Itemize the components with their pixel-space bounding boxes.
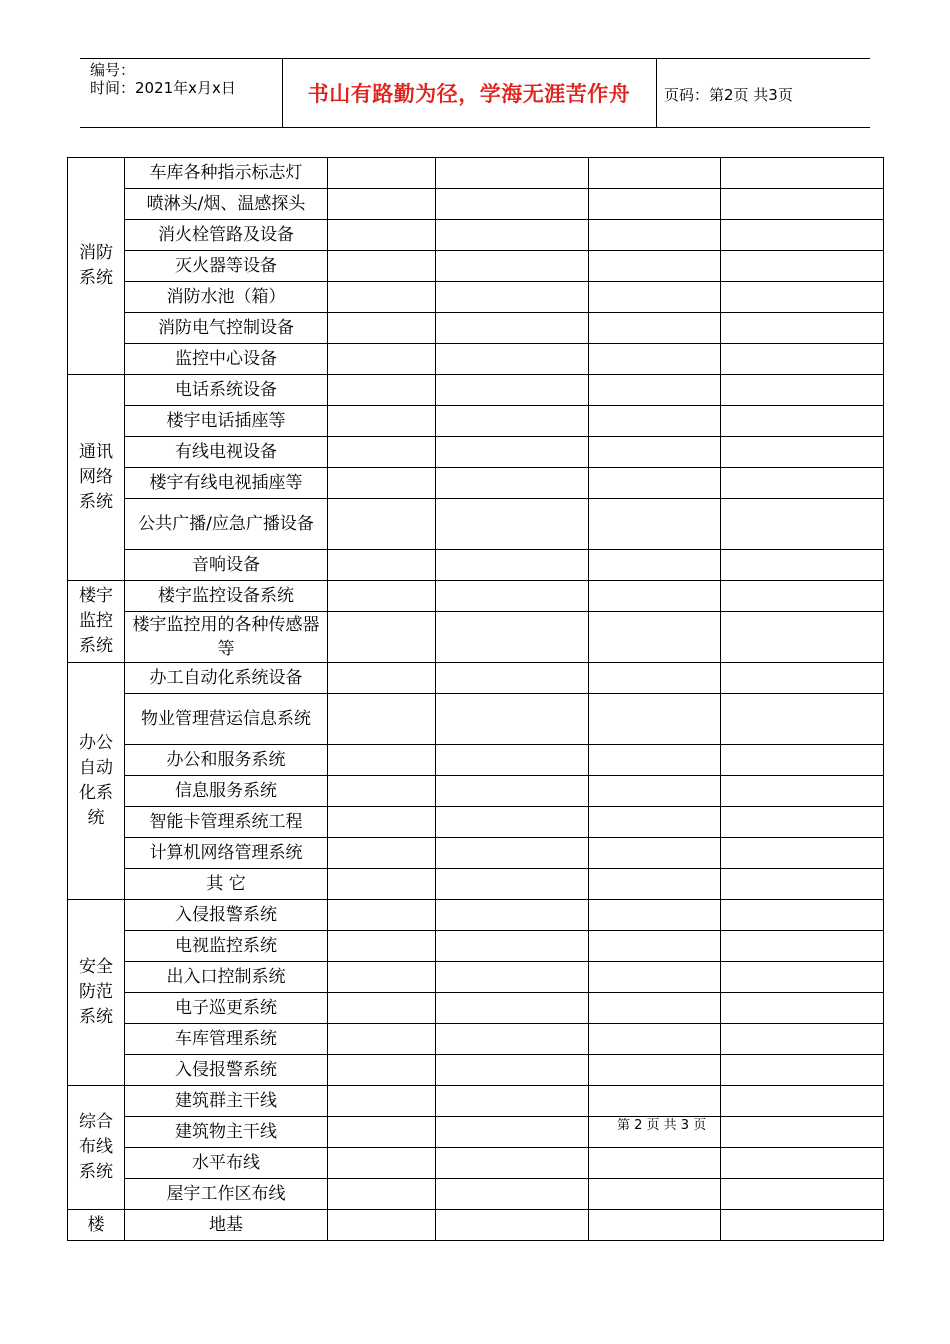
- item-cell: 灭火器等设备: [125, 251, 328, 282]
- table-row: [68, 468, 884, 499]
- empty-cell: [436, 838, 589, 869]
- empty-cell: [721, 993, 884, 1024]
- empty-cell: [436, 375, 589, 406]
- empty-cell: [328, 251, 436, 282]
- empty-cell: [436, 1086, 589, 1117]
- item-cell: 楼宇电话插座等: [125, 406, 328, 437]
- empty-cell: [328, 694, 436, 745]
- item-cell: 车库各种指示标志灯: [125, 158, 328, 189]
- empty-cell: [436, 612, 589, 663]
- empty-cell: [721, 1148, 884, 1179]
- empty-cell: [589, 344, 721, 375]
- empty-cell: [589, 962, 721, 993]
- table-row: [68, 1179, 884, 1210]
- empty-cell: [589, 869, 721, 900]
- empty-cell: [328, 437, 436, 468]
- table-row: [68, 251, 884, 282]
- empty-cell: [328, 220, 436, 251]
- empty-cell: [328, 158, 436, 189]
- empty-cell: [589, 663, 721, 694]
- table-row: [68, 694, 884, 745]
- empty-cell: [721, 1210, 884, 1241]
- empty-cell: [328, 993, 436, 1024]
- empty-cell: [721, 282, 884, 313]
- table-row: [68, 838, 884, 869]
- empty-cell: [589, 1148, 721, 1179]
- item-cell: 电子巡更系统: [125, 993, 328, 1024]
- empty-cell: [721, 158, 884, 189]
- item-cell: 楼宇监控用的各种传感器等: [125, 612, 328, 663]
- empty-cell: [589, 931, 721, 962]
- empty-cell: [721, 1024, 884, 1055]
- empty-cell: [436, 437, 589, 468]
- table-row: [68, 962, 884, 993]
- empty-cell: [328, 931, 436, 962]
- empty-cell: [436, 406, 589, 437]
- empty-cell: [328, 1148, 436, 1179]
- empty-cell: [589, 220, 721, 251]
- empty-cell: [721, 745, 884, 776]
- table-row: [68, 1210, 884, 1241]
- empty-cell: [721, 550, 884, 581]
- doc-time-label: 时间：2021年x月x日: [90, 79, 236, 97]
- empty-cell: [436, 1117, 589, 1148]
- empty-cell: [436, 220, 589, 251]
- item-cell: 消防水池（箱）: [125, 282, 328, 313]
- empty-cell: [328, 663, 436, 694]
- empty-cell: [589, 282, 721, 313]
- empty-cell: [721, 612, 884, 663]
- table-row: [68, 158, 884, 189]
- empty-cell: [328, 807, 436, 838]
- item-cell: 入侵报警系统: [125, 1055, 328, 1086]
- empty-cell: [589, 1024, 721, 1055]
- empty-cell: [721, 1117, 884, 1148]
- table-row: [68, 581, 884, 612]
- empty-cell: [436, 313, 589, 344]
- empty-cell: [589, 1086, 721, 1117]
- empty-cell: [589, 612, 721, 663]
- empty-cell: [436, 931, 589, 962]
- empty-cell: [436, 344, 589, 375]
- empty-cell: [721, 1179, 884, 1210]
- table-row: [68, 282, 884, 313]
- category-label: 综合布线系统: [79, 1112, 113, 1182]
- table-row: [68, 745, 884, 776]
- table-row: [68, 900, 884, 931]
- item-cell: 电话系统设备: [125, 375, 328, 406]
- header-divider: [656, 59, 657, 127]
- empty-cell: [721, 313, 884, 344]
- empty-cell: [721, 344, 884, 375]
- item-cell: 出入口控制系统: [125, 962, 328, 993]
- table-row: [68, 499, 884, 550]
- empty-cell: [328, 838, 436, 869]
- empty-cell: [328, 1055, 436, 1086]
- empty-cell: [589, 776, 721, 807]
- empty-cell: [436, 499, 589, 550]
- empty-cell: [721, 807, 884, 838]
- empty-cell: [589, 745, 721, 776]
- empty-cell: [436, 1210, 589, 1241]
- category-cell: [68, 1086, 125, 1210]
- category-cell: [68, 158, 125, 375]
- item-cell: 建筑群主干线: [125, 1086, 328, 1117]
- empty-cell: [721, 776, 884, 807]
- empty-cell: [721, 220, 884, 251]
- empty-cell: [589, 1179, 721, 1210]
- empty-cell: [721, 663, 884, 694]
- empty-cell: [721, 962, 884, 993]
- empty-cell: [589, 550, 721, 581]
- empty-cell: [436, 189, 589, 220]
- empty-cell: [328, 1210, 436, 1241]
- item-cell: 水平布线: [125, 1148, 328, 1179]
- table-row: [68, 807, 884, 838]
- item-cell: 计算机网络管理系统: [125, 838, 328, 869]
- item-cell: 消火栓管路及设备: [125, 220, 328, 251]
- table-row: [68, 375, 884, 406]
- category-label: 消防系统: [79, 243, 113, 288]
- item-cell: 办工自动化系统设备: [125, 663, 328, 694]
- empty-cell: [328, 900, 436, 931]
- empty-cell: [328, 581, 436, 612]
- empty-cell: [721, 437, 884, 468]
- empty-cell: [328, 189, 436, 220]
- empty-cell: [589, 1055, 721, 1086]
- empty-cell: [721, 251, 884, 282]
- empty-cell: [436, 962, 589, 993]
- empty-cell: [328, 869, 436, 900]
- empty-cell: [721, 694, 884, 745]
- empty-cell: [436, 158, 589, 189]
- item-cell: 屋宇工作区布线: [125, 1179, 328, 1210]
- table-row: [68, 313, 884, 344]
- doc-number-label: 编号：: [90, 61, 136, 79]
- empty-cell: [436, 745, 589, 776]
- table-row: [68, 993, 884, 1024]
- empty-cell: [328, 375, 436, 406]
- empty-cell: [436, 993, 589, 1024]
- category-label: 楼: [87, 1214, 105, 1235]
- empty-cell: [589, 581, 721, 612]
- empty-cell: [436, 694, 589, 745]
- item-cell: 有线电视设备: [125, 437, 328, 468]
- header-page-number: 页码：第2页 共3页: [664, 86, 793, 104]
- empty-cell: [721, 499, 884, 550]
- empty-cell: [436, 251, 589, 282]
- empty-cell: [328, 776, 436, 807]
- empty-cell: [328, 1086, 436, 1117]
- table-row: [68, 1117, 884, 1148]
- empty-cell: [589, 375, 721, 406]
- item-cell: 物业管理营运信息系统: [125, 694, 328, 745]
- empty-cell: [436, 807, 589, 838]
- empty-cell: [436, 550, 589, 581]
- table-row: [68, 1148, 884, 1179]
- item-cell: 喷淋头/烟、温感探头: [125, 189, 328, 220]
- category-cell: [68, 375, 125, 581]
- empty-cell: [436, 1024, 589, 1055]
- empty-cell: [589, 1210, 721, 1241]
- empty-cell: [328, 313, 436, 344]
- empty-cell: [721, 375, 884, 406]
- footer-page-number: 第 2 页 共 3 页: [617, 1118, 707, 1133]
- empty-cell: [436, 900, 589, 931]
- empty-cell: [328, 468, 436, 499]
- empty-cell: [721, 406, 884, 437]
- item-cell: 楼宇有线电视插座等: [125, 468, 328, 499]
- empty-cell: [436, 1055, 589, 1086]
- item-cell: 楼宇监控设备系统: [125, 581, 328, 612]
- empty-cell: [328, 745, 436, 776]
- table-row: [68, 869, 884, 900]
- empty-cell: [328, 1117, 436, 1148]
- item-cell: 公共广播/应急广播设备: [125, 499, 328, 550]
- empty-cell: [589, 499, 721, 550]
- table-row: [68, 220, 884, 251]
- item-cell: 消防电气控制设备: [125, 313, 328, 344]
- empty-cell: [436, 869, 589, 900]
- category-label: 楼宇监控系统: [79, 586, 113, 656]
- table-row: [68, 612, 884, 663]
- empty-cell: [721, 931, 884, 962]
- category-label: 办公自动化系统: [79, 733, 113, 828]
- table-row: [68, 550, 884, 581]
- category-label: 通讯网络系统: [79, 442, 113, 512]
- empty-cell: [436, 663, 589, 694]
- inspection-table: [67, 157, 884, 1241]
- empty-cell: [589, 406, 721, 437]
- table-row: [68, 663, 884, 694]
- empty-cell: [328, 344, 436, 375]
- category-cell: [68, 663, 125, 900]
- table-row: [68, 344, 884, 375]
- empty-cell: [328, 1024, 436, 1055]
- category-label: 安全防范系统: [79, 957, 113, 1027]
- empty-cell: [328, 282, 436, 313]
- empty-cell: [589, 838, 721, 869]
- empty-cell: [328, 550, 436, 581]
- empty-cell: [721, 468, 884, 499]
- category-cell: [68, 1210, 125, 1241]
- table-row: [68, 1024, 884, 1055]
- item-cell: 车库管理系统: [125, 1024, 328, 1055]
- empty-cell: [436, 1148, 589, 1179]
- empty-cell: [589, 807, 721, 838]
- item-cell: 入侵报警系统: [125, 900, 328, 931]
- empty-cell: [589, 993, 721, 1024]
- empty-cell: [589, 694, 721, 745]
- empty-cell: [328, 406, 436, 437]
- empty-cell: [721, 581, 884, 612]
- table-row: [68, 189, 884, 220]
- table-row: [68, 406, 884, 437]
- item-cell: 办公和服务系统: [125, 745, 328, 776]
- empty-cell: [721, 900, 884, 931]
- table-row: [68, 1055, 884, 1086]
- empty-cell: [721, 838, 884, 869]
- empty-cell: [328, 499, 436, 550]
- empty-cell: [721, 1086, 884, 1117]
- category-cell: [68, 900, 125, 1086]
- empty-cell: [436, 581, 589, 612]
- table-row: [68, 1086, 884, 1117]
- empty-cell: [589, 189, 721, 220]
- table-row: [68, 437, 884, 468]
- empty-cell: [589, 251, 721, 282]
- item-cell: 信息服务系统: [125, 776, 328, 807]
- item-cell: 建筑物主干线: [125, 1117, 328, 1148]
- empty-cell: [721, 1055, 884, 1086]
- empty-cell: [589, 158, 721, 189]
- empty-cell: [436, 776, 589, 807]
- empty-cell: [436, 468, 589, 499]
- empty-cell: [328, 612, 436, 663]
- item-cell: 音响设备: [125, 550, 328, 581]
- empty-cell: [436, 282, 589, 313]
- empty-cell: [721, 189, 884, 220]
- table-row: [68, 931, 884, 962]
- empty-cell: [328, 962, 436, 993]
- item-cell: 其 它: [125, 869, 328, 900]
- item-cell: 电视监控系统: [125, 931, 328, 962]
- category-cell: [68, 581, 125, 663]
- empty-cell: [721, 869, 884, 900]
- table-row: [68, 776, 884, 807]
- page-header: [80, 58, 870, 128]
- empty-cell: [436, 1179, 589, 1210]
- item-cell: 地基: [125, 1210, 328, 1241]
- empty-cell: [589, 468, 721, 499]
- header-meta: [90, 61, 236, 97]
- empty-cell: [589, 437, 721, 468]
- empty-cell: [589, 313, 721, 344]
- empty-cell: [589, 900, 721, 931]
- item-cell: 监控中心设备: [125, 344, 328, 375]
- empty-cell: [328, 1179, 436, 1210]
- item-cell: 智能卡管理系统工程: [125, 807, 328, 838]
- header-motto: 书山有路勤为径，学海无涯苦作舟: [307, 82, 631, 106]
